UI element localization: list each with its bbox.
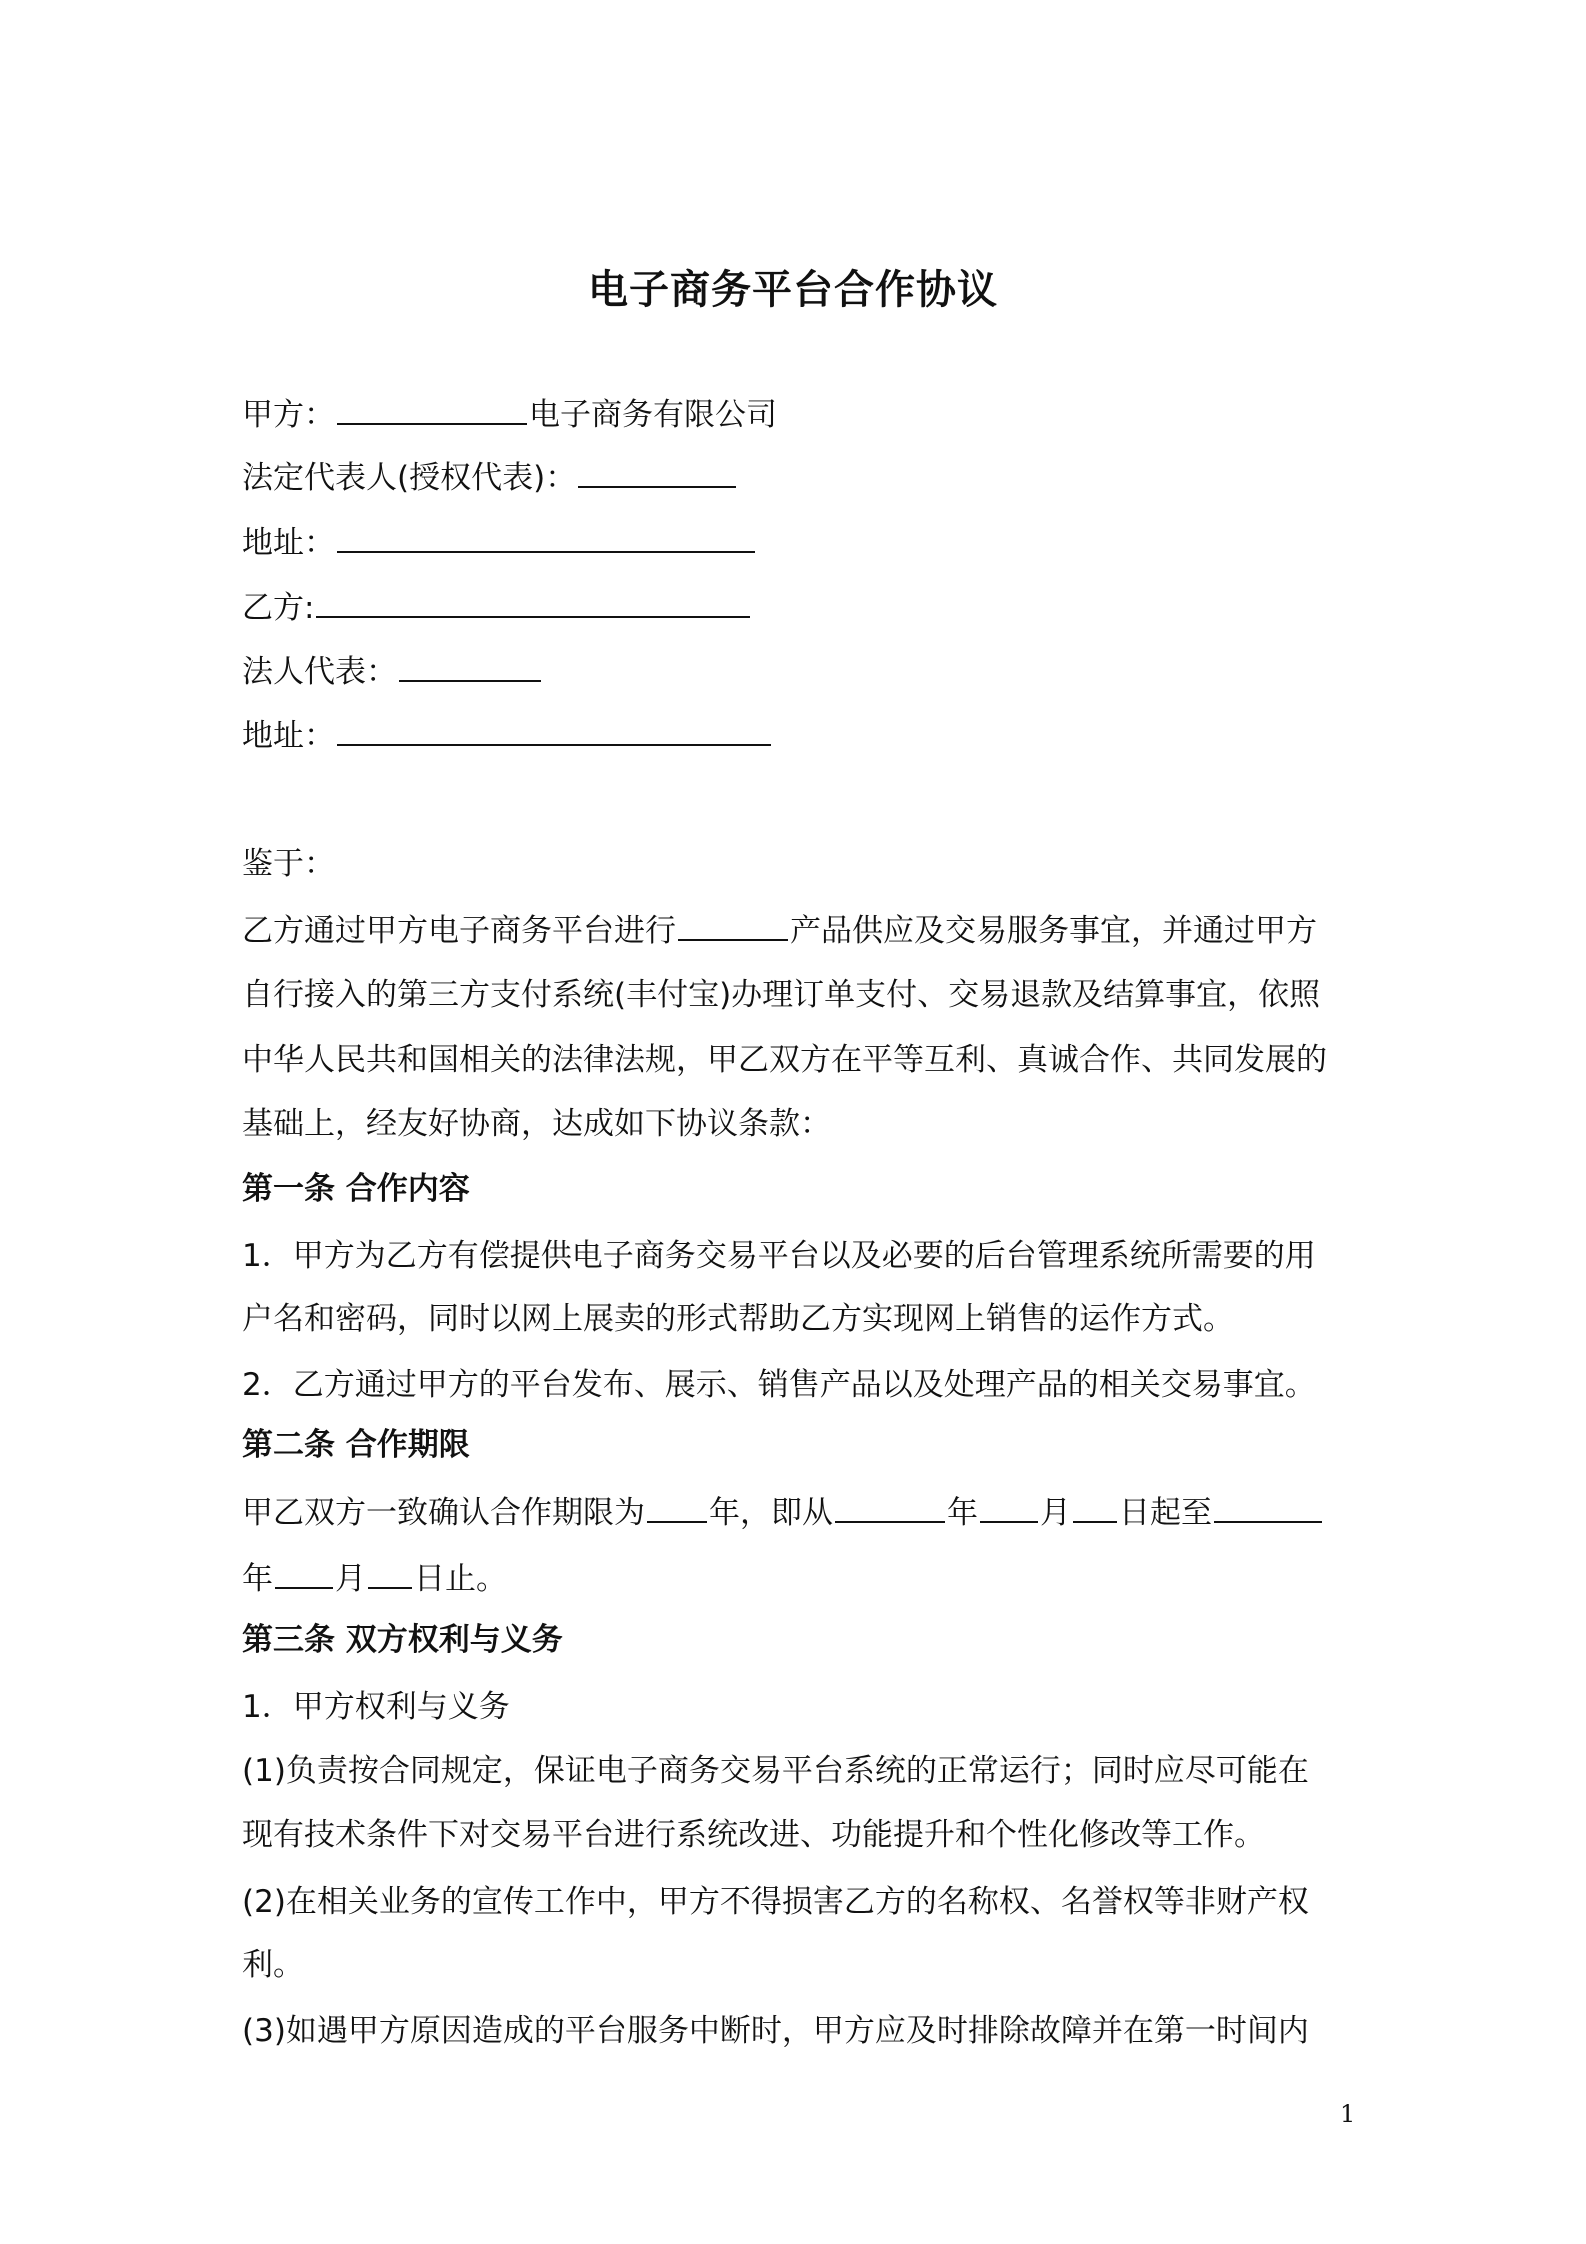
party-b-rep-blank[interactable] <box>399 650 541 682</box>
end-day-text: 日止。 <box>414 1561 507 1597</box>
party-a-suffix: 电子商务有限公司 <box>529 397 777 433</box>
start-day-blank[interactable] <box>1073 1491 1117 1523</box>
term-line-1 <box>242 1491 1354 1533</box>
article-3-p1-line-1: (1)负责按合同规定，保证电子商务交易平台系统的正常运行；同时应尽可能在 <box>242 1753 1309 1789</box>
legal-rep-line <box>242 456 1354 498</box>
product-blank[interactable] <box>678 909 788 941</box>
address-a-line <box>242 521 1354 563</box>
article-1-item-2: 2．乙方通过甲方的平台发布、展示、销售产品以及处理产品的相关交易事宜。 <box>242 1367 1316 1403</box>
article-1-item-1-line-2: 户名和密码，同时以网上展卖的形式帮助乙方实现网上销售的运作方式。 <box>242 1301 1234 1337</box>
page-number: 1 <box>1340 2100 1356 2128</box>
party-b-rep-line <box>242 650 1354 692</box>
whereas-line-1 <box>242 909 1354 951</box>
article-1-item-1-line-1: 1．甲方为乙方有偿提供电子商务交易平台以及必要的后台管理系统所需要的用 <box>242 1238 1316 1274</box>
address-a-blank[interactable] <box>337 521 755 553</box>
article-3-p2-line-1: (2)在相关业务的宣传工作中，甲方不得损害乙方的名称权、名誉权等非财产权 <box>242 1884 1309 1920</box>
end-year-blank[interactable] <box>1214 1491 1322 1523</box>
address-a-label: 地址： <box>242 525 335 561</box>
legal-rep-blank[interactable] <box>578 456 736 488</box>
whereas-line1-post: 产品供应及交易服务事宜，并通过甲方 <box>790 913 1317 949</box>
whereas-heading: 鉴于： <box>242 846 335 882</box>
party-b-blank[interactable] <box>316 586 750 618</box>
address-b-line <box>242 714 1354 756</box>
article-3-heading: 第三条 双方权利与义务 <box>242 1622 563 1658</box>
term-year-text: 年，即从 <box>709 1495 833 1531</box>
start-day-text: 日起至 <box>1119 1495 1212 1531</box>
article-1-heading: 第一条 合作内容 <box>242 1171 470 1207</box>
party-b-label: 乙方: <box>242 590 315 626</box>
whereas-line-4: 基础上，经友好协商，达成如下协议条款： <box>242 1106 831 1142</box>
term-pre: 甲乙双方一致确认合作期限为 <box>242 1495 645 1531</box>
whereas-line1-pre: 乙方通过甲方电子商务平台进行 <box>242 913 676 949</box>
article-3-p1-line-2: 现有技术条件下对交易平台进行系统改进、功能提升和个性化修改等工作。 <box>242 1817 1265 1853</box>
document-title: 电子商务平台合作协议 <box>588 267 998 313</box>
end-year-text: 年 <box>242 1561 273 1597</box>
article-3-p2-line-2: 利。 <box>242 1947 304 1983</box>
article-3-p3-line-1: (3)如遇甲方原因造成的平台服务中断时，甲方应及时排除故障并在第一时间内 <box>242 2013 1309 2049</box>
start-month-text: 月 <box>1040 1495 1071 1531</box>
legal-rep-label: 法定代表人(授权代表)： <box>242 460 577 496</box>
start-year-blank[interactable] <box>835 1491 945 1523</box>
end-day-blank[interactable] <box>368 1557 412 1589</box>
party-b-rep-label: 法人代表： <box>242 654 397 690</box>
party-a-line <box>242 393 1354 435</box>
party-a-label: 甲方： <box>242 397 335 433</box>
term-years-blank[interactable] <box>647 1491 707 1523</box>
party-b-line <box>242 586 1354 628</box>
term-line-2 <box>242 1557 1354 1599</box>
start-year-text: 年 <box>947 1495 978 1531</box>
whereas-line-3: 中华人民共和国相关的法律法规，甲乙双方在平等互利、真诚合作、共同发展的 <box>242 1042 1327 1078</box>
article-2-heading: 第二条 合作期限 <box>242 1427 470 1463</box>
article-3-sub-1: 1．甲方权利与义务 <box>242 1689 510 1725</box>
address-b-label: 地址： <box>242 718 335 754</box>
start-month-blank[interactable] <box>980 1491 1038 1523</box>
address-b-blank[interactable] <box>337 714 771 746</box>
party-a-name-blank[interactable] <box>337 393 527 425</box>
whereas-line-2: 自行接入的第三方支付系统(丰付宝)办理订单支付、交易退款及结算事宜，依照 <box>242 977 1321 1013</box>
end-month-text: 月 <box>335 1561 366 1597</box>
end-month-blank[interactable] <box>275 1557 333 1589</box>
